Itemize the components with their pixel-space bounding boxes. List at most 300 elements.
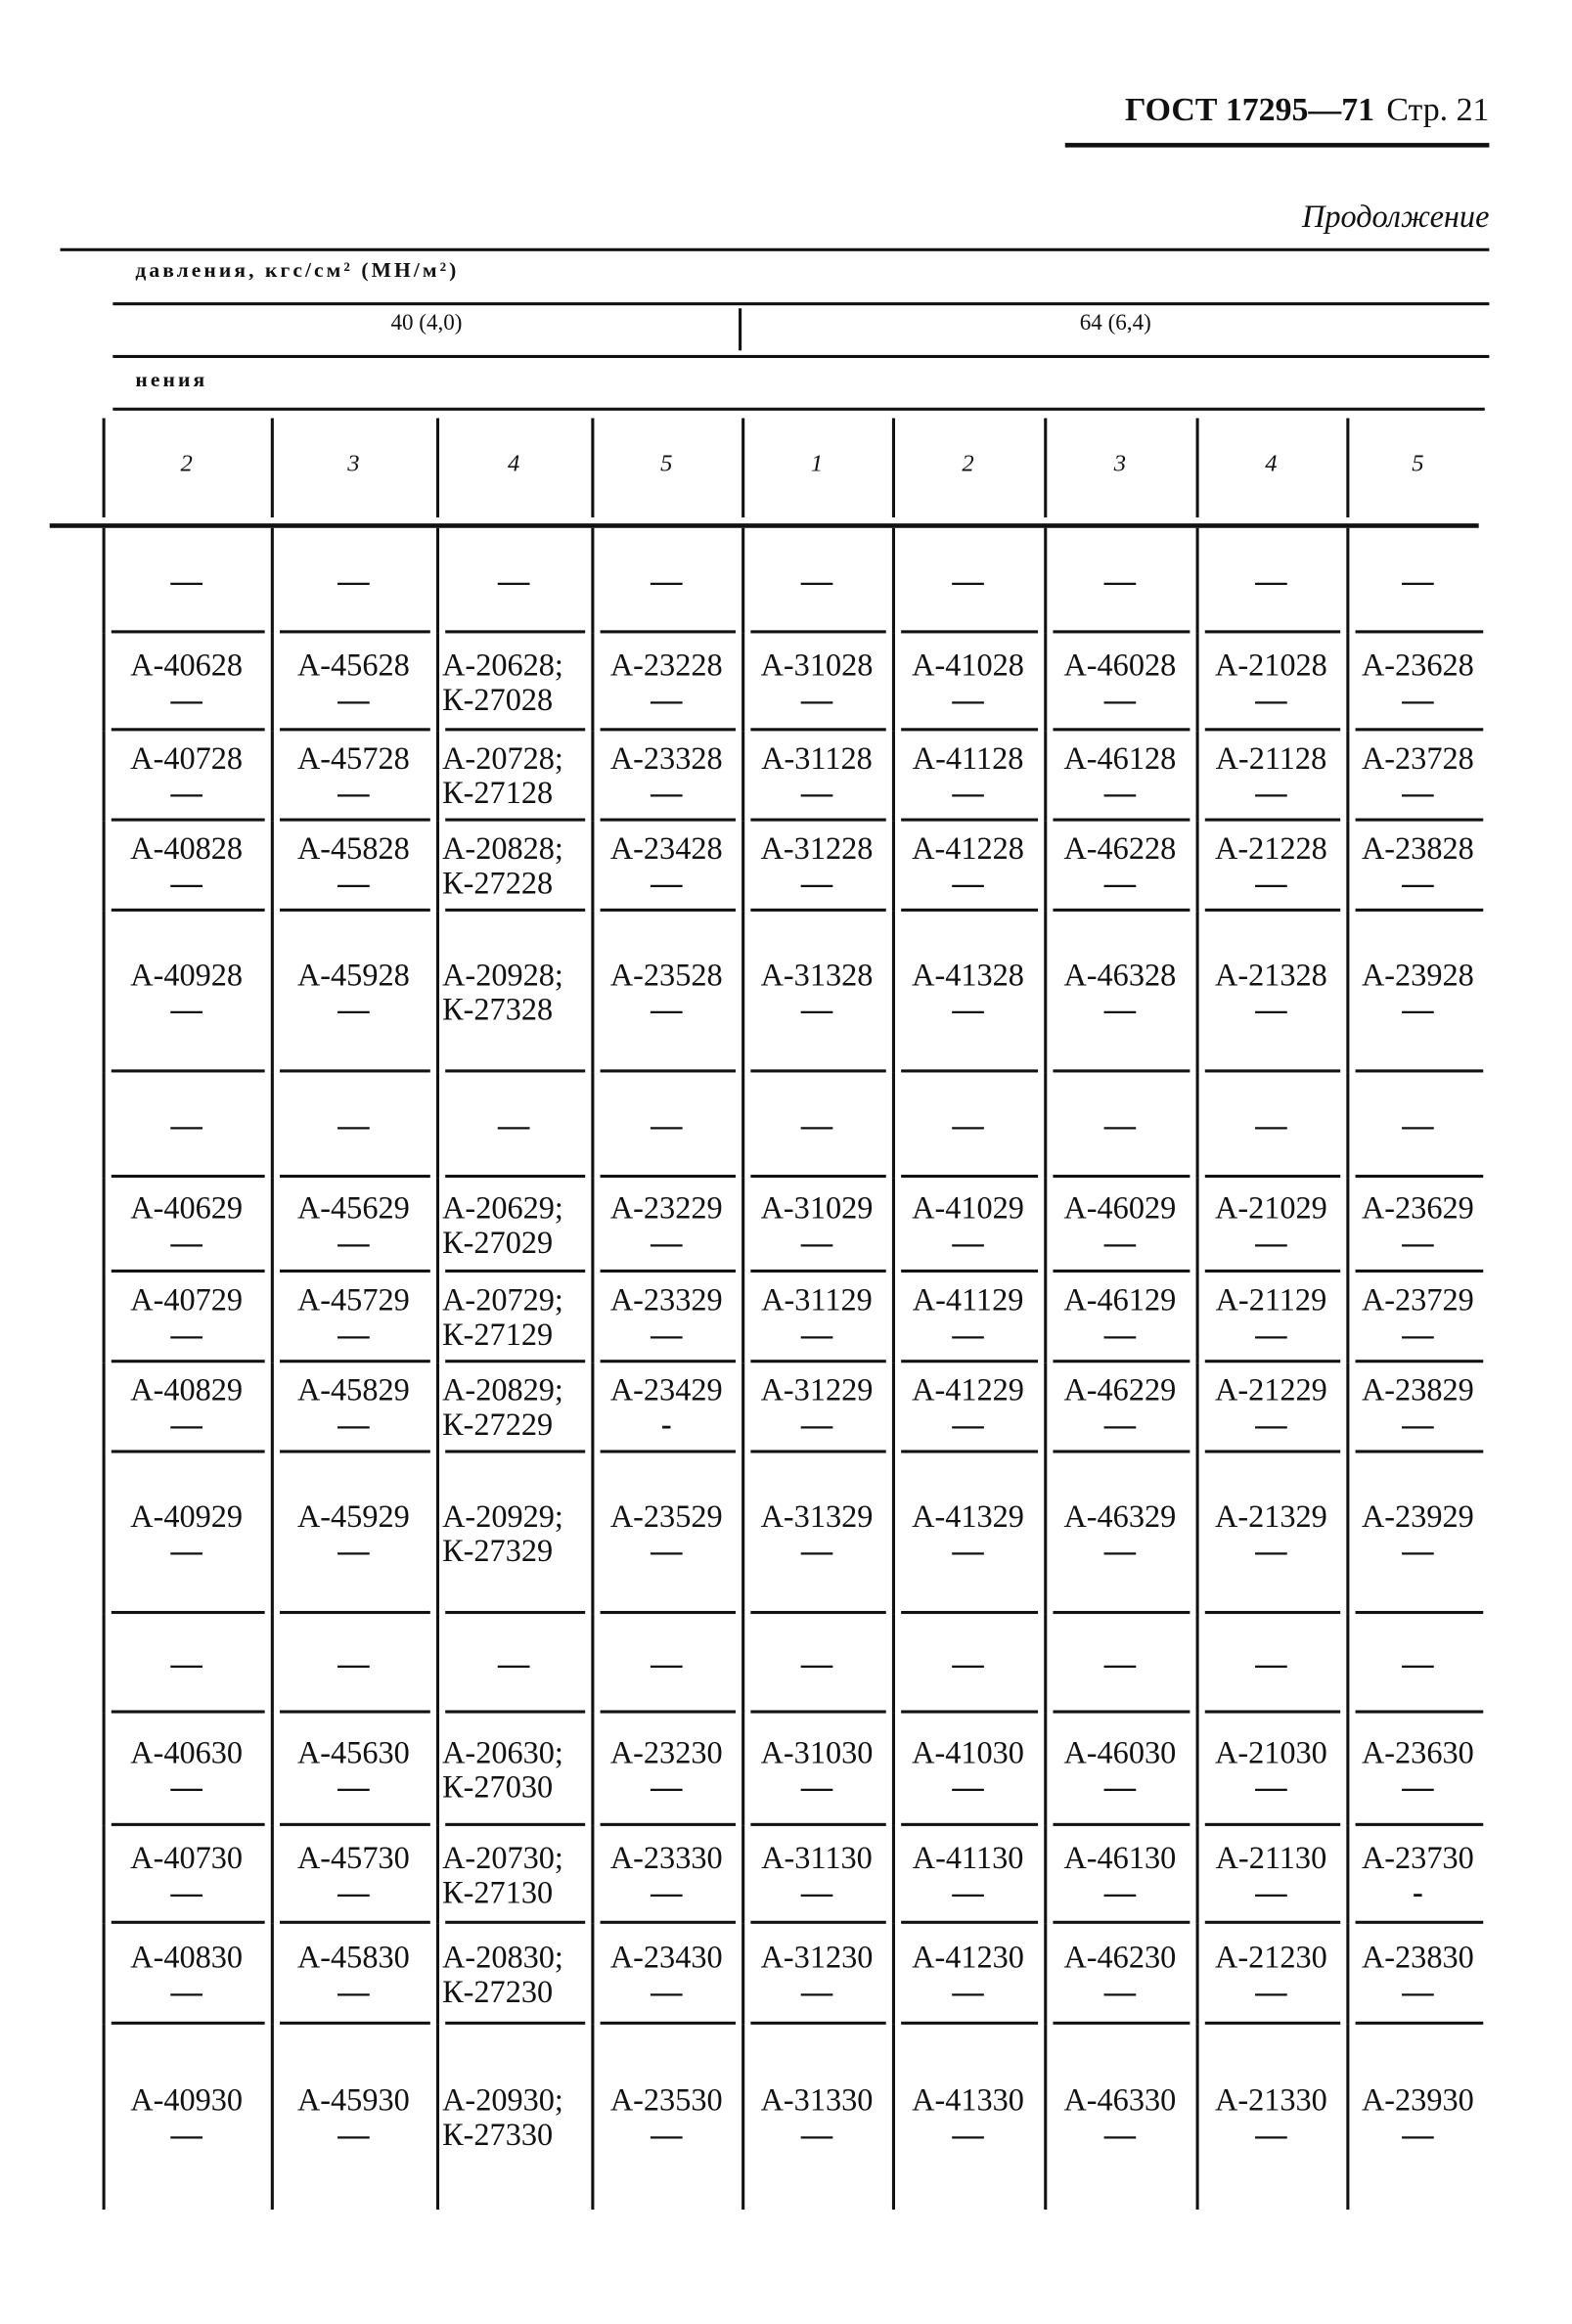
dash-mark: — — [1402, 561, 1434, 599]
column-divider — [1196, 1072, 1199, 1178]
column-divider — [741, 1363, 744, 1452]
designation: А-23829 — [1361, 1371, 1474, 1408]
table-cell — [1044, 1363, 1195, 1452]
column-divider — [892, 1453, 895, 1615]
column-divider — [1196, 419, 1199, 517]
column-divider — [436, 822, 439, 912]
table-cell — [103, 1273, 271, 1363]
table-cell — [892, 1826, 1044, 1924]
dash-mark: - — [660, 1406, 672, 1443]
column-divider — [1196, 1178, 1199, 1273]
column-divider — [591, 1453, 594, 1615]
designation: А-23430 — [609, 1938, 723, 1975]
dash-mark: — — [337, 1316, 370, 1353]
column-divider — [271, 912, 274, 1073]
designation: А-41130 — [912, 1838, 1024, 1875]
designation: А-31328 — [760, 956, 874, 993]
designation: А-45730 — [296, 1838, 410, 1875]
dash-mark: — — [651, 865, 683, 902]
column-divider — [1044, 912, 1047, 1073]
column-divider — [436, 528, 439, 634]
dash-mark: — — [1103, 680, 1137, 717]
dash-mark: — — [337, 1106, 370, 1142]
column-divider — [1346, 1714, 1349, 1826]
designation: А-41028 — [912, 646, 1024, 683]
empty-cell — [1196, 528, 1347, 634]
dash-mark: — — [1255, 2115, 1287, 2152]
column-divider — [103, 419, 106, 517]
designation: А-40828 — [130, 829, 244, 867]
dash-mark: — — [952, 561, 984, 599]
continuation-label: Продолжение — [1302, 198, 1490, 235]
designation: А-40728 — [130, 739, 244, 777]
table-cell — [1346, 822, 1489, 912]
designation: А-21230 — [1215, 1938, 1327, 1975]
dash-mark: — — [651, 1532, 683, 1569]
table-cell — [892, 1714, 1044, 1826]
dash-mark: — — [952, 1406, 984, 1443]
alt-designation: К-27329 — [442, 1532, 554, 1569]
dash-mark: — — [651, 774, 683, 811]
column-number: 4 — [1265, 451, 1278, 477]
designation: А-41030 — [912, 1733, 1024, 1770]
empty-cell — [436, 528, 591, 634]
dash-mark: — — [170, 1316, 202, 1353]
column-divider — [1346, 633, 1349, 731]
dash-mark: — — [800, 865, 833, 902]
alt-designation: К-27028 — [442, 680, 554, 717]
dash-mark: — — [952, 774, 984, 811]
dash-mark: — — [1103, 1532, 1137, 1569]
column-divider — [892, 1714, 895, 1826]
designation: А-41228 — [912, 829, 1024, 867]
dash-mark: — — [952, 2115, 984, 2152]
column-divider — [1196, 912, 1199, 1073]
dash-mark: — — [1255, 1406, 1287, 1443]
designation: А-21328 — [1215, 956, 1327, 993]
designation: А-21029 — [1215, 1188, 1327, 1226]
column-number: 3 — [347, 451, 360, 477]
column-divider — [741, 1178, 744, 1273]
dash-mark: — — [1255, 1106, 1287, 1142]
column-divider — [436, 2025, 439, 2210]
column-divider — [892, 1273, 895, 1363]
column-divider — [741, 1273, 744, 1363]
table-cell — [741, 1363, 892, 1452]
column-divider — [103, 912, 106, 1073]
dash-mark: — — [800, 1767, 833, 1805]
dash-mark: — — [952, 680, 984, 717]
table-cell — [892, 1273, 1044, 1363]
dash-mark: — — [952, 1972, 984, 2009]
column-divider — [741, 1924, 744, 2025]
dash-mark: — — [1402, 990, 1434, 1027]
column-divider — [1044, 2025, 1047, 2210]
column-divider — [271, 731, 274, 821]
dash-mark: — — [1402, 1767, 1434, 1805]
table-cell — [1044, 1714, 1195, 1826]
table-cell — [1346, 1453, 1489, 1615]
column-number: 5 — [660, 451, 673, 477]
column-divider — [1346, 731, 1349, 821]
column-divider — [1346, 1178, 1349, 1273]
designation: А-40729 — [130, 1281, 244, 1318]
column-divider — [892, 1826, 895, 1924]
designation: А-41029 — [912, 1188, 1024, 1226]
column-divider — [1196, 1826, 1199, 1924]
designation: А-40730 — [130, 1838, 244, 1875]
dash-mark: — — [498, 1644, 530, 1681]
column-divider — [436, 912, 439, 1073]
dash-mark: — — [1255, 1224, 1287, 1260]
column-divider — [892, 1072, 895, 1178]
designation: А-20828; — [442, 829, 563, 867]
dash-mark: — — [1255, 1767, 1287, 1805]
designation: А-46230 — [1063, 1938, 1177, 1975]
designation: А-31329 — [760, 1497, 874, 1534]
empty-cell — [103, 528, 271, 634]
table-cell — [436, 1453, 591, 1615]
column-divider — [591, 1924, 594, 2025]
dash-mark: — — [1402, 1406, 1434, 1443]
column-divider — [892, 2025, 895, 2210]
column-divider — [271, 419, 274, 517]
column-divider — [1346, 912, 1349, 1073]
dash-mark: — — [800, 1873, 833, 1910]
column-divider — [1346, 1614, 1349, 1713]
table-cell — [271, 1273, 436, 1363]
designation: А-40629 — [130, 1188, 244, 1226]
table-cell — [271, 731, 436, 821]
dash-mark: — — [651, 1224, 683, 1260]
column-divider — [591, 1363, 594, 1452]
dash-mark: — — [1402, 1106, 1434, 1142]
column-divider — [1346, 419, 1349, 517]
table-cell — [1196, 1826, 1347, 1924]
table-cell — [103, 1826, 271, 1924]
table-cell — [1196, 1363, 1347, 1452]
empty-cell — [892, 528, 1044, 634]
column-divider — [1346, 1826, 1349, 1924]
empty-cell — [1346, 1614, 1489, 1713]
designation: А-40830 — [130, 1938, 244, 1975]
dash-mark: — — [1103, 1316, 1137, 1353]
table-cell — [892, 1453, 1044, 1615]
empty-cell — [591, 528, 741, 634]
column-divider — [1196, 1714, 1199, 1826]
table-cell — [103, 1453, 271, 1615]
dash-mark: — — [170, 1106, 202, 1142]
column-divider — [1196, 731, 1199, 821]
designation: А-20930; — [442, 2080, 563, 2118]
dash-mark: — — [1103, 1767, 1137, 1805]
column-divider — [436, 419, 439, 517]
table-cell — [1346, 2025, 1489, 2210]
table-cell — [1044, 1178, 1195, 1273]
designation: А-21330 — [1215, 2080, 1327, 2118]
column-divider — [436, 1363, 439, 1452]
column-divider — [892, 419, 895, 517]
empty-cell — [1196, 1072, 1347, 1178]
column-divider — [1044, 1273, 1047, 1363]
designation: А-46129 — [1063, 1281, 1177, 1318]
dash-mark: — — [170, 561, 202, 599]
column-divider — [436, 1072, 439, 1178]
alt-designation: К-27330 — [442, 2115, 554, 2152]
table-cell — [591, 1714, 741, 1826]
table-cell — [271, 912, 436, 1073]
designation: А-20929; — [442, 1497, 563, 1534]
dash-mark: — — [651, 1972, 683, 2009]
table-cell — [591, 822, 741, 912]
designation: А-23530 — [609, 2080, 723, 2118]
dash-mark: — — [337, 1532, 370, 1569]
column-divider — [436, 1826, 439, 1924]
dash-mark: — — [170, 1532, 202, 1569]
dash-mark: — — [170, 1644, 202, 1681]
table-cell — [1196, 2025, 1347, 2210]
empty-cell — [436, 1072, 591, 1178]
table-cell — [892, 633, 1044, 731]
column-divider — [591, 633, 594, 731]
table-cell — [436, 1363, 591, 1452]
dash-mark: — — [498, 561, 530, 599]
dash-mark: — — [1255, 1532, 1287, 1569]
table-cell — [271, 822, 436, 912]
column-number: 2 — [180, 451, 193, 477]
dash-mark: — — [800, 1644, 833, 1681]
designation: А-21129 — [1215, 1281, 1327, 1318]
dash-mark: — — [337, 1873, 370, 1910]
dash-mark: — — [1103, 1972, 1137, 2009]
column-divider — [1346, 1363, 1349, 1452]
column-divider — [1196, 1273, 1199, 1363]
designation: А-21128 — [1215, 739, 1327, 777]
designation: А-23329 — [609, 1281, 723, 1318]
designation: А-23730 — [1361, 1838, 1474, 1875]
rule — [112, 355, 1489, 358]
dash-mark: — — [1103, 1224, 1137, 1260]
table-cell — [436, 633, 591, 731]
column-divider — [1044, 1072, 1047, 1178]
table-cell — [1196, 1273, 1347, 1363]
column-divider — [892, 1363, 895, 1452]
dash-mark: — — [1402, 865, 1434, 902]
designation: А-46030 — [1063, 1733, 1177, 1770]
designation: А-23930 — [1361, 2080, 1474, 2118]
column-divider — [1044, 633, 1047, 731]
table-cell — [103, 633, 271, 731]
designation: А-23228 — [609, 646, 723, 683]
table-cell — [892, 2025, 1044, 2210]
table-cell — [1044, 2025, 1195, 2210]
dash-mark: — — [1255, 990, 1287, 1027]
column-divider — [1044, 1453, 1047, 1615]
column-divider — [103, 1714, 106, 1826]
column-divider — [1196, 1453, 1199, 1615]
dash-mark: — — [800, 1532, 833, 1569]
designation: А-40928 — [130, 956, 244, 993]
designation: А-45629 — [296, 1188, 410, 1226]
column-divider — [1044, 1826, 1047, 1924]
page-number: Стр. 21 — [1386, 90, 1490, 128]
dash-mark: — — [170, 774, 202, 811]
designation: А-31030 — [760, 1733, 874, 1770]
dash-mark: — — [651, 2115, 683, 2152]
dash-mark: — — [800, 680, 833, 717]
dash-mark: — — [1255, 774, 1287, 811]
designation: А-23429 — [609, 1371, 723, 1408]
designation: А-40829 — [130, 1371, 244, 1408]
table-cell — [1346, 912, 1489, 1073]
column-number: 3 — [1113, 451, 1127, 477]
dash-mark: — — [800, 1106, 833, 1142]
column-divider — [741, 912, 744, 1073]
table-cell — [1346, 1273, 1489, 1363]
column-divider — [1196, 1924, 1199, 2025]
table-cell — [1196, 822, 1347, 912]
dash-mark: — — [1402, 2115, 1434, 2152]
table-cell — [1346, 1363, 1489, 1452]
designation: А-31230 — [760, 1938, 874, 1975]
table-cell — [1346, 1178, 1489, 1273]
table-cell — [436, 1178, 591, 1273]
designation: А-45828 — [296, 829, 410, 867]
designation: А-46028 — [1063, 646, 1177, 683]
column-divider — [436, 1714, 439, 1826]
designation: А-41328 — [912, 956, 1024, 993]
table-cell — [741, 1826, 892, 1924]
column-divider — [591, 1273, 594, 1363]
designation: А-23229 — [609, 1188, 723, 1226]
table-cell — [1346, 1826, 1489, 1924]
empty-cell — [1044, 1072, 1195, 1178]
column-divider — [271, 1273, 274, 1363]
table-cell — [741, 1453, 892, 1615]
column-divider — [591, 1178, 594, 1273]
table-cell — [103, 1363, 271, 1452]
column-divider — [892, 1924, 895, 2025]
column-divider — [1044, 1614, 1047, 1713]
column-divider — [591, 1072, 594, 1178]
designation: А-46128 — [1063, 739, 1177, 777]
table-cell — [271, 1453, 436, 1615]
column-divider — [741, 1614, 744, 1713]
designation: А-45728 — [296, 739, 410, 777]
dash-mark: — — [337, 774, 370, 811]
designation: А-45929 — [296, 1497, 410, 1534]
column-divider — [741, 528, 744, 634]
column-divider — [103, 1614, 106, 1713]
column-divider — [591, 419, 594, 517]
designation: А-23928 — [1361, 956, 1474, 993]
table-cell — [271, 1714, 436, 1826]
table-cell — [741, 1714, 892, 1826]
empty-cell — [741, 1072, 892, 1178]
column-divider — [103, 1072, 106, 1178]
table-cell — [103, 912, 271, 1073]
designation: А-46329 — [1063, 1497, 1177, 1534]
designation: А-21030 — [1215, 1733, 1327, 1770]
table-cell — [103, 731, 271, 821]
column-divider — [271, 1614, 274, 1713]
table-cell — [1196, 1714, 1347, 1826]
alt-designation: К-27229 — [442, 1406, 554, 1443]
table-cell — [271, 1178, 436, 1273]
designation: А-23528 — [609, 956, 723, 993]
dash-mark: — — [170, 1972, 202, 2009]
empty-cell — [271, 1072, 436, 1178]
alt-designation: К-27128 — [442, 774, 554, 811]
dash-mark: — — [1402, 1316, 1434, 1353]
dash-mark: — — [1103, 865, 1137, 902]
column-divider — [741, 822, 744, 912]
column-divider — [1196, 528, 1199, 634]
designation: А-21028 — [1215, 646, 1327, 683]
column-divider — [1346, 2025, 1349, 2210]
designation: А-23630 — [1361, 1733, 1474, 1770]
designation: А-23428 — [609, 829, 723, 867]
designation: А-20628; — [442, 646, 563, 683]
dash-mark: — — [952, 1767, 984, 1805]
pressure-label: давления, кгс/см² (МН/м²) — [135, 260, 460, 284]
column-divider — [1196, 822, 1199, 912]
designation: А-23728 — [1361, 739, 1474, 777]
column-divider — [1044, 731, 1047, 821]
dash-mark: — — [952, 1873, 984, 1910]
empty-cell — [892, 1072, 1044, 1178]
table-cell — [271, 1826, 436, 1924]
designation: А-23828 — [1361, 829, 1474, 867]
alt-designation: К-27230 — [442, 1972, 554, 2009]
designation: А-20830; — [442, 1938, 563, 1975]
dash-mark: — — [498, 1106, 530, 1142]
designation: А-41128 — [912, 739, 1024, 777]
table-cell — [591, 731, 741, 821]
designation: А-20730; — [442, 1838, 563, 1875]
table-cell — [1044, 1924, 1195, 2025]
empty-cell — [591, 1614, 741, 1713]
column-divider — [1044, 528, 1047, 634]
column-divider — [271, 633, 274, 731]
dash-mark: — — [1103, 561, 1137, 599]
column-divider — [103, 822, 106, 912]
table-cell — [1044, 633, 1195, 731]
designation: А-21130 — [1215, 1838, 1327, 1875]
column-divider — [1346, 822, 1349, 912]
dash-mark: — — [800, 1224, 833, 1260]
empty-cell — [1346, 1072, 1489, 1178]
empty-cell — [1044, 528, 1195, 634]
table-cell — [1346, 1714, 1489, 1826]
table-cell — [741, 1178, 892, 1273]
table-cell — [591, 912, 741, 1073]
dash-mark: — — [800, 1972, 833, 2009]
dash-mark: — — [1103, 1873, 1137, 1910]
column-divider — [1044, 419, 1047, 517]
table-cell — [741, 1924, 892, 2025]
dash-mark: — — [1402, 680, 1434, 717]
dash-mark: — — [651, 1106, 683, 1142]
empty-cell — [271, 528, 436, 634]
designation: А-23830 — [1361, 1938, 1474, 1975]
dash-mark: — — [800, 2115, 833, 2152]
dash-mark: — — [337, 1767, 370, 1805]
designation: А-20729; — [442, 1281, 563, 1318]
designation: А-40930 — [130, 2080, 244, 2118]
table-cell — [271, 2025, 436, 2210]
dash-mark: — — [1103, 1644, 1137, 1681]
